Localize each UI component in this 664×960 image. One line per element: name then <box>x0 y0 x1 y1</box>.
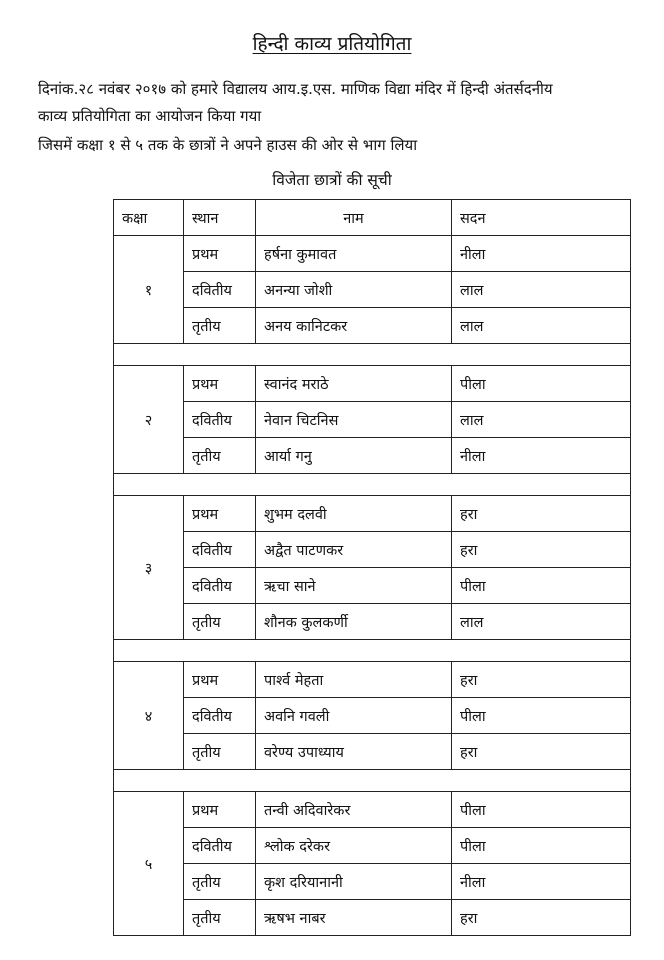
spacer-cell <box>114 770 631 792</box>
spacer-cell <box>114 640 631 662</box>
sadan-cell: लाल <box>452 604 631 640</box>
kaksha-cell: २ <box>114 366 184 474</box>
sthan-cell: तृतीय <box>184 864 256 900</box>
table-row <box>114 308 631 344</box>
naam-cell: शौनक कुलकर्णी <box>256 604 452 640</box>
table-row <box>114 236 631 272</box>
sadan-cell: लाल <box>452 308 631 344</box>
kaksha-cell: ५ <box>114 792 184 936</box>
intro-line-1: दिनांक.२८ नवंबर २०१७ को हमारे विद्यालय आय.इ.एस. माणिक विद्या मंदिर में हिन्दी अंतर्सदनीय <box>38 80 553 98</box>
sadan-cell: नीला <box>452 438 631 474</box>
sthan-cell: प्रथम <box>184 496 256 532</box>
kaksha-cell: १ <box>114 236 184 344</box>
sthan-cell: दवितीय <box>184 272 256 308</box>
naam-cell: अवनि गवली <box>256 698 452 734</box>
table-row <box>114 532 631 568</box>
naam-cell: शुभम दलवी <box>256 496 452 532</box>
kaksha-cell: ३ <box>114 496 184 640</box>
table-header-row <box>114 200 631 236</box>
sadan-cell: लाल <box>452 272 631 308</box>
intro-paragraph <box>38 76 638 130</box>
document-title: हिन्दी काव्य प्रतियोगिता <box>252 33 412 55</box>
participation-paragraph: जिसमें कक्षा १ से ५ तक के छात्रों ने अपने हाउस की ओर से भाग लिया <box>38 136 418 154</box>
table-row <box>114 402 631 438</box>
sthan-cell: प्रथम <box>184 236 256 272</box>
winners-list-title: विजेता छात्रों की सूची <box>272 171 392 189</box>
table-row <box>114 496 631 532</box>
table-row <box>114 734 631 770</box>
spacer-cell <box>114 344 631 366</box>
sadan-cell: पीला <box>452 698 631 734</box>
naam-cell: कृश दरियानानी <box>256 864 452 900</box>
header-sthan: स्थान <box>184 200 256 236</box>
sthan-cell: प्रथम <box>184 662 256 698</box>
table-row <box>114 864 631 900</box>
sthan-cell: तृतीय <box>184 604 256 640</box>
table-row <box>114 272 631 308</box>
sadan-cell: लाल <box>452 402 631 438</box>
table-row <box>114 828 631 864</box>
naam-cell: ऋषभ नाबर <box>256 900 452 936</box>
intro-line-2: काव्य प्रतियोगिता का आयोजन किया गया <box>38 107 262 125</box>
sthan-cell: दवितीय <box>184 828 256 864</box>
table-row <box>114 604 631 640</box>
naam-cell: तन्वी अदिवारेकर <box>256 792 452 828</box>
sadan-cell: पीला <box>452 366 631 402</box>
sthan-cell: तृतीय <box>184 900 256 936</box>
sadan-cell: पीला <box>452 568 631 604</box>
sthan-cell: प्रथम <box>184 792 256 828</box>
table-spacer-row <box>114 770 631 792</box>
sadan-cell: हरा <box>452 532 631 568</box>
kaksha-cell: ४ <box>114 662 184 770</box>
sthan-cell: प्रथम <box>184 366 256 402</box>
naam-cell: पार्श्व मेहता <box>256 662 452 698</box>
sadan-cell: हरा <box>452 496 631 532</box>
table-spacer-row <box>114 344 631 366</box>
header-sadan: सदन <box>452 200 631 236</box>
sadan-cell: हरा <box>452 734 631 770</box>
naam-cell: हर्षना कुमावत <box>256 236 452 272</box>
sthan-cell: तृतीय <box>184 438 256 474</box>
table-row <box>114 698 631 734</box>
spacer-cell <box>114 474 631 496</box>
naam-cell: वरेण्य उपाध्याय <box>256 734 452 770</box>
sadan-cell: हरा <box>452 662 631 698</box>
naam-cell: श्लोक दरेकर <box>256 828 452 864</box>
table-row <box>114 662 631 698</box>
sthan-cell: दवितीय <box>184 532 256 568</box>
sthan-cell: तृतीय <box>184 734 256 770</box>
naam-cell: अनय कानिटकर <box>256 308 452 344</box>
table-row <box>114 568 631 604</box>
table-body <box>114 236 631 936</box>
table-row <box>114 366 631 402</box>
naam-cell: अद्वैत पाटणकर <box>256 532 452 568</box>
naam-cell: स्वानंद मराठे <box>256 366 452 402</box>
header-naam: नाम <box>256 200 452 236</box>
table-spacer-row <box>114 474 631 496</box>
sadan-cell: हरा <box>452 900 631 936</box>
table-row <box>114 792 631 828</box>
sthan-cell: दवितीय <box>184 402 256 438</box>
sthan-cell: तृतीय <box>184 308 256 344</box>
naam-cell: ऋचा साने <box>256 568 452 604</box>
sadan-cell: नीला <box>452 864 631 900</box>
table-row <box>114 438 631 474</box>
sthan-cell: दवितीय <box>184 698 256 734</box>
naam-cell: नेवान चिटनिस <box>256 402 452 438</box>
sthan-cell: दवितीय <box>184 568 256 604</box>
naam-cell: आर्या गनु <box>256 438 452 474</box>
header-kaksha: कक्षा <box>114 200 184 236</box>
sadan-cell: नीला <box>452 236 631 272</box>
winners-table <box>113 199 631 936</box>
table-spacer-row <box>114 640 631 662</box>
sadan-cell: पीला <box>452 792 631 828</box>
sadan-cell: पीला <box>452 828 631 864</box>
table-row <box>114 900 631 936</box>
naam-cell: अनन्या जोशी <box>256 272 452 308</box>
